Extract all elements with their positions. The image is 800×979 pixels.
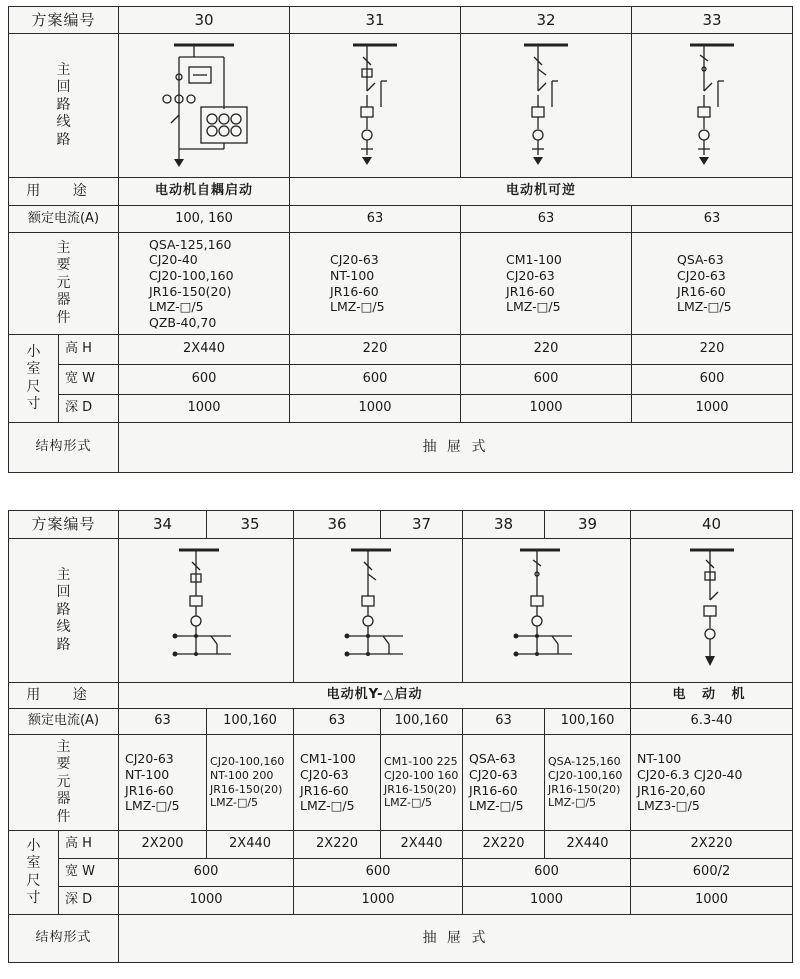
component-list: CJ20-100,160 NT-100 200 JR16-150(20) LMZ-□/5	[207, 735, 294, 831]
scheme-number: 32	[461, 7, 632, 34]
reversing-circuit-icon	[345, 39, 405, 173]
depth-label: 深 D	[59, 395, 119, 423]
depth-value: 1000	[119, 887, 294, 915]
circuit-diagram-autotransformer	[119, 34, 290, 178]
main-components-label: 主 要 元 器 件	[9, 735, 119, 831]
use-value: 电动机自耦启动	[119, 178, 290, 206]
rated-current-value: 63	[119, 709, 207, 735]
depth-value: 1000	[632, 395, 793, 423]
height-value: 2X440	[545, 831, 631, 859]
depth-label: 深 D	[59, 887, 119, 915]
circuit-diagram-reversing	[632, 34, 793, 178]
scheme-number: 39	[545, 511, 631, 539]
height-value: 220	[290, 335, 461, 365]
rated-current-label: 额定电流(A)	[9, 709, 119, 735]
width-label: 宽 W	[59, 365, 119, 395]
width-value: 600	[463, 859, 631, 887]
height-label: 高 H	[59, 335, 119, 365]
depth-value: 1000	[461, 395, 632, 423]
depth-value: 1000	[119, 395, 290, 423]
rated-current-value: 100, 160	[119, 206, 290, 233]
scheme-number-label: 方案编号	[9, 511, 119, 539]
component-list: NT-100 CJ20-6.3 CJ20-40 JR16-20,60 LMZ3-□/5	[631, 735, 793, 831]
scheme-table-2	[8, 510, 793, 963]
width-value: 600/2	[631, 859, 793, 887]
use-label: 用 途	[9, 683, 119, 709]
star-delta-circuit-icon	[333, 544, 423, 678]
main-circuit-label: 主 回 路 线 路	[9, 34, 119, 178]
height-value: 2X220	[463, 831, 545, 859]
component-list: QSA-125,160 CJ20-40 CJ20-100,160 JR16-150(20) LMZ-□/5 QZB-40,70	[119, 233, 290, 335]
depth-value: 1000	[631, 887, 793, 915]
cabinet-size-label: 小 室 尺 寸	[9, 335, 59, 423]
depth-value: 1000	[294, 887, 463, 915]
scheme-number: 31	[290, 7, 461, 34]
width-value: 600	[461, 365, 632, 395]
rated-current-value: 100,160	[545, 709, 631, 735]
height-value: 2X220	[631, 831, 793, 859]
width-value: 600	[119, 859, 294, 887]
depth-value: 1000	[463, 887, 631, 915]
main-circuit-label: 主 回 路 线 路	[9, 539, 119, 683]
scheme-table-1	[8, 6, 793, 473]
depth-value: 1000	[290, 395, 461, 423]
circuit-diagram-star-delta	[294, 539, 463, 683]
rated-current-value: 6.3-40	[631, 709, 793, 735]
rated-current-value: 100,160	[381, 709, 463, 735]
use-value: 电动机可逆	[290, 178, 793, 206]
reversing-circuit-icon	[516, 39, 576, 173]
rated-current-value: 63	[290, 206, 461, 233]
rated-current-value: 100,160	[207, 709, 294, 735]
height-value: 2X440	[207, 831, 294, 859]
scheme-number: 36	[294, 511, 381, 539]
height-value: 2X200	[119, 831, 207, 859]
height-value: 2X440	[119, 335, 290, 365]
width-value: 600	[632, 365, 793, 395]
use-value: 电动机Y-△启动	[119, 683, 631, 709]
component-list: QSA-125,160 CJ20-100,160 JR16-150(20) LMZ-□/5	[545, 735, 631, 831]
component-list: CM1-100 225 CJ20-100 160 JR16-150(20) LMZ-□/5	[381, 735, 463, 831]
component-list: CJ20-63 NT-100 JR16-60 LMZ-□/5	[119, 735, 207, 831]
structure-label: 结构形式	[9, 423, 119, 473]
width-value: 600	[290, 365, 461, 395]
rated-current-value: 63	[294, 709, 381, 735]
height-value: 2X220	[294, 831, 381, 859]
cabinet-size-label: 小 室 尺 寸	[9, 831, 59, 915]
rated-current-value: 63	[632, 206, 793, 233]
main-components-label: 主 要 元 器 件	[9, 233, 119, 335]
height-value: 220	[632, 335, 793, 365]
width-value: 600	[294, 859, 463, 887]
scheme-number: 40	[631, 511, 793, 539]
star-delta-circuit-icon	[161, 544, 251, 678]
height-label: 高 H	[59, 831, 119, 859]
width-label: 宽 W	[59, 859, 119, 887]
scheme-number: 37	[381, 511, 463, 539]
star-delta-circuit-icon	[502, 544, 592, 678]
scheme-number: 34	[119, 511, 207, 539]
width-value: 600	[119, 365, 290, 395]
structure-label: 结构形式	[9, 915, 119, 963]
use-value: 电 动 机	[631, 683, 793, 709]
component-list: QSA-63 CJ20-63 JR16-60 LMZ-□/5	[632, 233, 793, 335]
component-list: CM1-100 CJ20-63 JR16-60 LMZ-□/5	[294, 735, 381, 831]
circuit-diagram-reversing	[461, 34, 632, 178]
use-label: 用 途	[9, 178, 119, 206]
component-list: QSA-63 CJ20-63 JR16-60 LMZ-□/5	[463, 735, 545, 831]
scheme-number: 30	[119, 7, 290, 34]
circuit-diagram-motor	[631, 539, 793, 683]
rated-current-value: 63	[461, 206, 632, 233]
rated-current-value: 63	[463, 709, 545, 735]
circuit-diagram-star-delta	[463, 539, 631, 683]
structure-value: 抽 屉 式	[119, 915, 793, 963]
motor-circuit-icon	[682, 544, 742, 678]
rated-current-label: 额定电流(A)	[9, 206, 119, 233]
scheme-number: 33	[632, 7, 793, 34]
scheme-number: 35	[207, 511, 294, 539]
reversing-circuit-icon	[682, 39, 742, 173]
scheme-number: 38	[463, 511, 545, 539]
component-list: CM1-100 CJ20-63 JR16-60 LMZ-□/5	[461, 233, 632, 335]
height-value: 2X440	[381, 831, 463, 859]
autotransformer-start-circuit-icon	[149, 39, 259, 173]
component-list: CJ20-63 NT-100 JR16-60 LMZ-□/5	[290, 233, 461, 335]
height-value: 220	[461, 335, 632, 365]
structure-value: 抽 屉 式	[119, 423, 793, 473]
scheme-number-label: 方案编号	[9, 7, 119, 34]
circuit-diagram-reversing	[290, 34, 461, 178]
circuit-diagram-star-delta	[119, 539, 294, 683]
